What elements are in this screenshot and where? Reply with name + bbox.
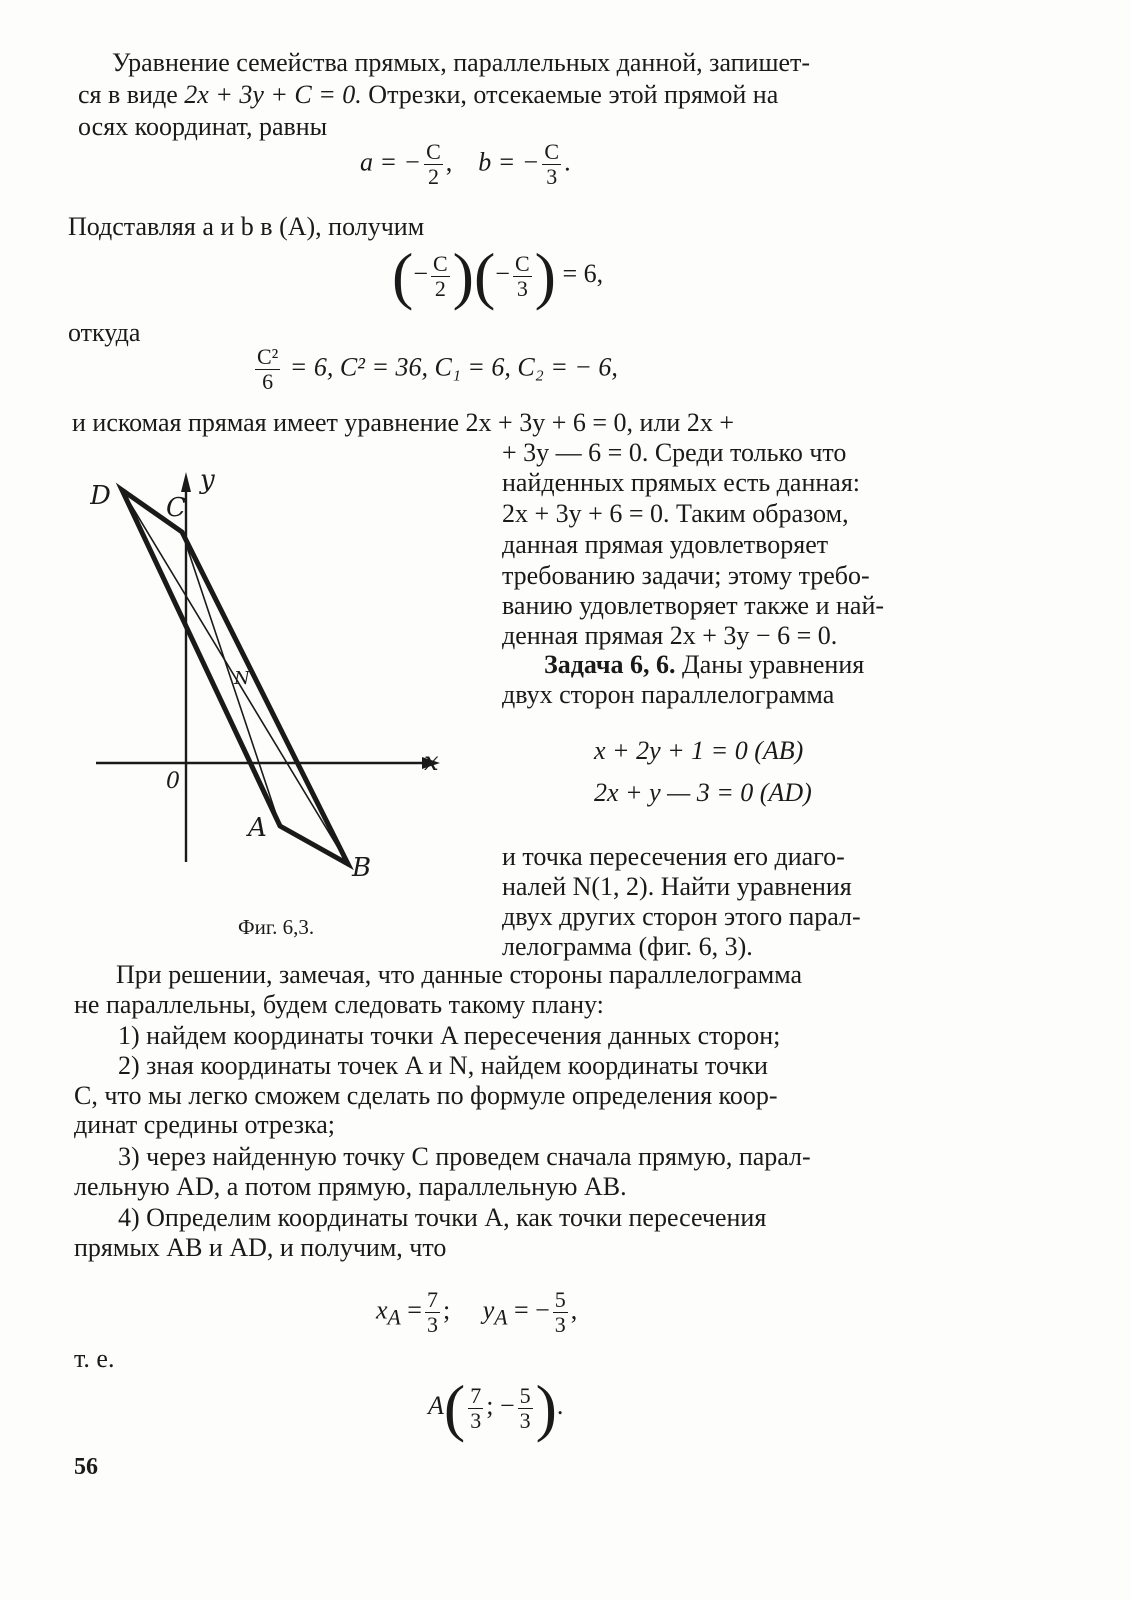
label-o: 0 [166, 769, 180, 794]
formula-product: (− $\frac{C}{2}$ )(− $\frac{C}{3}$ ) = 6, [392, 240, 604, 311]
label-d: D [90, 481, 111, 511]
formula-ab: x + 2y + 1 = 0 (AB) [594, 736, 804, 765]
figure-caption: Фиг. 6,3. [238, 915, 315, 939]
label-n: N [234, 668, 250, 689]
text-line: ся в виде 2x + 3y + C = 0. Отрезки, отсекаемые этой прямой на [78, 80, 779, 109]
text-line: налей N(1, 2). Найти уравнения [502, 872, 852, 901]
text-line: Уравнение семейства прямых, параллельных данной, запишет- [112, 48, 811, 77]
text-line: ванию удовлетворяет также и най- [502, 591, 885, 620]
text-line: т. е. [74, 1344, 115, 1373]
label-y: y [200, 465, 215, 495]
formula-ad: 2x + y — 3 = 0 (AD) [594, 778, 812, 807]
text-line: данная прямая удовлетворяет [502, 530, 829, 559]
text-line: Подставляя a и b в (A), получим [68, 212, 425, 241]
text-line: прямых AB и AD, и получим, что [74, 1233, 447, 1262]
text-line: лельную AD, а потом прямую, параллельную AB. [74, 1172, 627, 1201]
formula-point-a-coords: $x_A$ = $\frac{7}{3}$ ; $y_A$ = − $\frac{5}{3}$ , [376, 1287, 578, 1337]
label-b: B [352, 853, 372, 882]
label-x: x [424, 747, 439, 777]
y-axis-arrow [181, 472, 191, 492]
text-line: осях координат, равны [78, 112, 328, 141]
text-line: + 3y — 6 = 0. Среди только что [502, 438, 847, 467]
figure-parallelogram [90, 462, 470, 882]
page-number: 56 [74, 1454, 98, 1480]
formula-solution: $\frac{\text{C²}}{6}$ = 6, C² = 36, C₁ = 6, C₂ = − 6, [257, 344, 618, 394]
diagonal-ca [182, 532, 280, 826]
text-line: и точка пересечения его диаго- [502, 842, 845, 871]
text-line: При решении, замечая, что данные стороны параллелограмма [116, 960, 803, 989]
formula-intercepts: a = − $\frac{C}{2}$ , b = − $\frac{C}{3}$ . [360, 139, 571, 189]
text-line: двух сторон параллелограмма [502, 680, 835, 709]
text-line: 2x + 3y + 6 = 0. Таким образом, [502, 499, 849, 528]
formula-point-a: A( $\frac{7}{3}$ ; − $\frac{5}{3}$ ). [428, 1372, 564, 1443]
text-line: требованию задачи; этому требо- [502, 561, 870, 590]
text-line: динат средины отрезка; [74, 1110, 336, 1139]
text-line: откуда [68, 318, 141, 347]
text-line: Задача 6, 6. Даны уравнения [544, 650, 865, 679]
text-line: C, что мы легко сможем сделать по формуле определения коор- [74, 1081, 778, 1110]
label-a: A [248, 813, 267, 843]
label-c: C [166, 493, 186, 523]
text-line: 1) найдем координаты точки A пересечения данных сторон; [118, 1021, 781, 1050]
text-line: 4) Определим координаты точки A, как точки пересечения [118, 1203, 767, 1232]
text-line: 2) зная координаты точек A и N, найдем координаты точки [118, 1051, 768, 1080]
text-line: денная прямая 2x + 3y − 6 = 0. [502, 621, 838, 650]
text-line: 3) через найденную точку C проведем сначала прямую, парал- [118, 1142, 811, 1171]
text-line: двух других сторон этого парал- [502, 902, 861, 931]
text-line: не параллельны, будем следовать такому плану: [74, 990, 604, 1019]
text-line: и искомая прямая имеет уравнение 2x + 3y + 6 = 0, или 2x + [72, 408, 735, 437]
text-line: лелограмма (фиг. 6, 3). [502, 932, 753, 961]
task-label: Задача 6, 6. [544, 650, 676, 679]
text-line: найденных прямых есть данная: [502, 468, 860, 497]
